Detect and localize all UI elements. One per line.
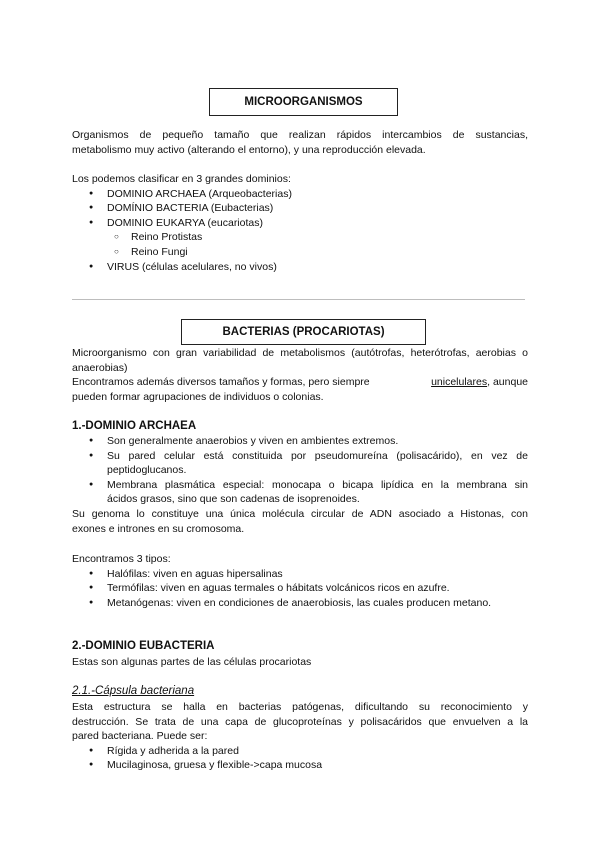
paragraph-line xyxy=(72,375,528,390)
heading-archaea: 1.-DOMINIO ARCHAEA xyxy=(72,420,197,432)
list-item xyxy=(72,449,528,478)
title-bacterias: BACTERIAS (PROCARIOTAS) xyxy=(181,319,426,345)
intro-line: metabolismo muy activo (alterando el entorno), y una reproducción elevada. xyxy=(72,143,426,156)
list-item: ● DOMÍNIO BACTERIA (Eubacterias) xyxy=(72,201,528,216)
list-item: ● Halófilas: viven en aguas hipersalinas xyxy=(72,567,528,582)
archaea-section xyxy=(72,434,528,536)
capsula-list xyxy=(72,744,528,773)
list-item-line: ácidos grasos, sino que son cadenas de isoprenoides. xyxy=(107,493,360,506)
list-item: ● Son generalmente anaerobios y viven en ambientes extremos. xyxy=(72,434,528,449)
archaea-list xyxy=(72,434,528,507)
classification-lead: Los podemos clasificar en 3 grandes dominios: xyxy=(72,173,291,185)
paragraph-line: destrucción. Se trata de una capa de glucoproteínas y polisacáridos que envuelven a la xyxy=(72,715,528,728)
list-item: ● Termófilas: viven en aguas termales o hábitats volcánicos ricos en azufre. xyxy=(72,581,528,596)
types-lead: Encontramos 3 tipos: xyxy=(72,553,171,565)
list-item: ● DOMINIO ARCHAEA (Arqueobacterias) xyxy=(72,187,528,202)
intro-paragraph xyxy=(72,128,528,157)
list-item-line: ● Su pared celular está constituida por pseudomureína (polisacárido), en vez de xyxy=(107,449,528,462)
archaea-types xyxy=(72,552,528,610)
types-list xyxy=(72,567,528,611)
list-item-line: peptidoglucanos. xyxy=(107,464,187,477)
title-microorganismos: MICROORGANISMOS xyxy=(209,88,398,116)
genome-line: Su genoma lo constituye una única molécula circular de ADN asociado a Histonas, con xyxy=(72,507,528,520)
underlined-word: unicelulares xyxy=(431,376,488,389)
eubacteria-lead xyxy=(72,655,528,670)
list-item: ● DOMINIO EUKARYA (eucariotas) xyxy=(72,216,528,231)
list-item: ● VIRUS (células acelulares, no vivos) xyxy=(72,260,528,275)
list-item-line: ● Membrana plasmática especial: monocapa o bicapa lipídica en la membrana sin xyxy=(107,478,528,491)
bacterias-paragraph xyxy=(72,346,528,404)
list-item: ● Metanógenas: viven en condiciones de anaerobiosis, las cuales producen metano. xyxy=(72,596,528,611)
sub-list-item: ○ Reino Fungi xyxy=(72,245,528,260)
genome-line: exones e intrones en su cromosoma. xyxy=(72,522,245,535)
paragraph-line: pueden formar agrupaciones de individuos o colonias. xyxy=(72,390,324,403)
eubacteria-lead-text: Estas son algunas partes de las células procariotas xyxy=(72,656,312,668)
list-item: ● Mucilaginosa, gruesa y flexible->capa mucosa xyxy=(72,758,528,773)
text-run: Encontramos además diversos tamaños y formas, pero siempre xyxy=(72,376,373,389)
classification-section xyxy=(72,172,528,274)
horizontal-divider xyxy=(72,299,525,300)
paragraph-line: Microorganismo con gran variabilidad de metabolismos (autótrofas, heterótrofas, aerobias o xyxy=(72,347,528,359)
domain-list xyxy=(72,187,528,275)
subheading-capsula: 2.1.-Cápsula bacteriana xyxy=(72,685,195,697)
list-item xyxy=(72,478,528,507)
paragraph-line: pared bacteriana. Puede ser: xyxy=(72,730,208,743)
paragraph-line: Esta estructura se halla en bacterias patógenas, dificultando su reconocimiento y xyxy=(72,701,528,713)
text-run: , aunque xyxy=(487,376,528,389)
heading-eubacteria: 2.-DOMINIO EUBACTERIA xyxy=(72,640,215,652)
list-item: ● Rígida y adherida a la pared xyxy=(72,744,528,759)
paragraph-line: anaerobias) xyxy=(72,361,128,374)
sub-list-item: ○ Reino Protistas xyxy=(72,230,528,245)
intro-line: Organismos de pequeño tamaño que realizan rápidos intercambios de sustancias, xyxy=(72,129,528,141)
capsula-paragraph xyxy=(72,700,528,773)
